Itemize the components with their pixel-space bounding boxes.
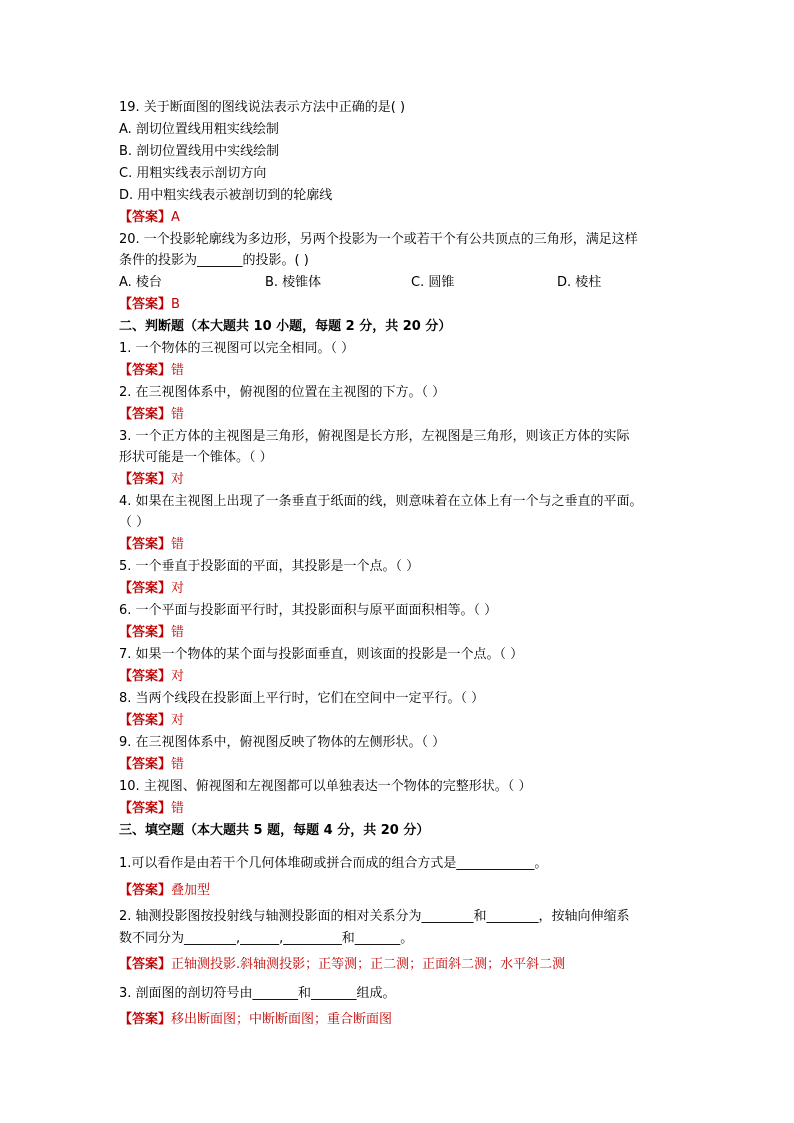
answer-value: 对 bbox=[171, 581, 185, 596]
s2-q4-line2: （ ） bbox=[119, 515, 150, 530]
s3-q1: 1.可以看作是由若干个几何体堆砌或拼合而成的组合方式是____________。 bbox=[119, 856, 548, 871]
q19-answer bbox=[119, 208, 180, 227]
q19-option-c: C. 用粗实线表示剖切方向 bbox=[119, 166, 267, 181]
q20-option-d: D. 棱柱 bbox=[557, 275, 602, 290]
s2-q9: 9. 在三视图体系中，俯视图反映了物体的左侧形状。（ ） bbox=[119, 735, 446, 750]
q20-option-a: A. 棱台 bbox=[119, 275, 162, 290]
s3-q2-answer bbox=[119, 955, 565, 974]
s2-q10-answer bbox=[119, 799, 184, 818]
s2-q3-answer bbox=[119, 470, 184, 489]
q19-option-d: D. 用中粗实线表示被剖切到的轮廓线 bbox=[119, 188, 333, 203]
s3-q3: 3. 剖面图的剖切符号由_______和_______组成。 bbox=[119, 986, 396, 1001]
answer-label: 【答案】 bbox=[119, 537, 172, 552]
s3-q2-line2: 数不同分为________,______,_________和_______。 bbox=[119, 931, 414, 946]
answer-value: 对 bbox=[171, 669, 185, 684]
answer-label: 【答案】 bbox=[119, 363, 172, 378]
s2-q5: 5. 一个垂直于投影面的平面，其投影是一个点。（ ） bbox=[119, 559, 420, 574]
s2-q9-answer bbox=[119, 755, 184, 774]
q20-option-c: C. 圆锥 bbox=[411, 275, 455, 290]
answer-value: B bbox=[171, 297, 180, 312]
answer-value: 叠加型 bbox=[171, 883, 211, 898]
answer-label: 【答案】 bbox=[119, 472, 172, 487]
s2-q2: 2. 在三视图体系中，俯视图的位置在主视图的下方。（ ） bbox=[119, 385, 446, 400]
answer-label: 【答案】 bbox=[119, 210, 172, 225]
s3-q1-answer bbox=[119, 881, 210, 900]
answer-value: 错 bbox=[171, 407, 185, 422]
s2-q7-answer bbox=[119, 667, 184, 686]
s3-q3-answer bbox=[119, 1010, 392, 1029]
s2-q6-answer bbox=[119, 623, 184, 642]
q19-option-a: A. 剖切位置线用粗实线绘制 bbox=[119, 122, 279, 137]
answer-value: 错 bbox=[171, 801, 185, 816]
answer-label: 【答案】 bbox=[119, 625, 172, 640]
answer-value: 移出断面图；中断断面图；重合断面图 bbox=[171, 1012, 393, 1027]
answer-label: 【答案】 bbox=[119, 297, 172, 312]
s2-q4-answer bbox=[119, 535, 184, 554]
answer-label: 【答案】 bbox=[119, 1012, 172, 1027]
answer-value: 错 bbox=[171, 537, 185, 552]
s3-q2-line1: 2. 轴测投影图按投射线与轴测投影面的相对关系分为________和________，按轴向伸缩系 bbox=[119, 909, 630, 924]
s2-q3-line2: 形状可能是一个锥体。（ ） bbox=[119, 450, 273, 465]
answer-value: 正轴测投影.斜轴测投影；正等测；正二测；正面斜二测；水平斜二测 bbox=[171, 957, 566, 972]
answer-label: 【答案】 bbox=[119, 713, 172, 728]
answer-value: 错 bbox=[171, 757, 185, 772]
q20-option-b: B. 棱锥体 bbox=[265, 275, 322, 290]
s2-q1-answer bbox=[119, 361, 184, 380]
answer-label: 【答案】 bbox=[119, 581, 172, 596]
q20-stem-line2: 条件的投影为_______的投影。( ) bbox=[119, 253, 309, 268]
s2-q8-answer bbox=[119, 711, 184, 730]
s2-q10: 10. 主视图、俯视图和左视图都可以单独表达一个物体的完整形状。（ ） bbox=[119, 779, 532, 794]
answer-label: 【答案】 bbox=[119, 957, 172, 972]
answer-value: 对 bbox=[171, 713, 185, 728]
s2-q4-line1: 4. 如果在主视图上出现了一条垂直于纸面的线，则意味着在立体上有一个与之垂直的平面。 bbox=[119, 494, 643, 509]
answer-value: A bbox=[171, 210, 180, 225]
s2-q7: 7. 如果一个物体的某个面与投影面垂直，则该面的投影是一个点。（ ） bbox=[119, 647, 524, 662]
q19-stem: 19. 关于断面图的图线说法表示方法中正确的是( ) bbox=[119, 100, 406, 115]
s2-q8: 8. 当两个线段在投影面上平行时，它们在空间中一定平行。（ ） bbox=[119, 691, 485, 706]
answer-label: 【答案】 bbox=[119, 407, 172, 422]
answer-label: 【答案】 bbox=[119, 669, 172, 684]
s2-q6: 6. 一个平面与投影面平行时，其投影面积与原平面面积相等。（ ） bbox=[119, 603, 498, 618]
s2-q5-answer bbox=[119, 579, 184, 598]
s2-q1: 1. 一个物体的三视图可以完全相同。（ ） bbox=[119, 341, 355, 356]
answer-value: 错 bbox=[171, 363, 185, 378]
section2-title: 二、判断题（本大题共 10 小题，每题 2 分，共 20 分） bbox=[119, 319, 452, 334]
q19-option-b: B. 剖切位置线用中实线绘制 bbox=[119, 144, 280, 159]
q20-answer bbox=[119, 295, 180, 314]
s2-q2-answer bbox=[119, 405, 184, 424]
q20-stem-line1: 20. 一个投影轮廓线为多边形，另两个投影为一个或若干个有公共顶点的三角形，满足这样 bbox=[119, 232, 638, 247]
s2-q3-line1: 3. 一个正方体的主视图是三角形，俯视图是长方形，左视图是三角形，则该正方体的实际 bbox=[119, 429, 630, 444]
answer-label: 【答案】 bbox=[119, 883, 172, 898]
answer-value: 错 bbox=[171, 625, 185, 640]
q20-options bbox=[119, 273, 679, 292]
section3-title: 三、填空题（本大题共 5 题，每题 4 分，共 20 分） bbox=[119, 823, 430, 838]
answer-value: 对 bbox=[171, 472, 185, 487]
answer-label: 【答案】 bbox=[119, 801, 172, 816]
answer-label: 【答案】 bbox=[119, 757, 172, 772]
